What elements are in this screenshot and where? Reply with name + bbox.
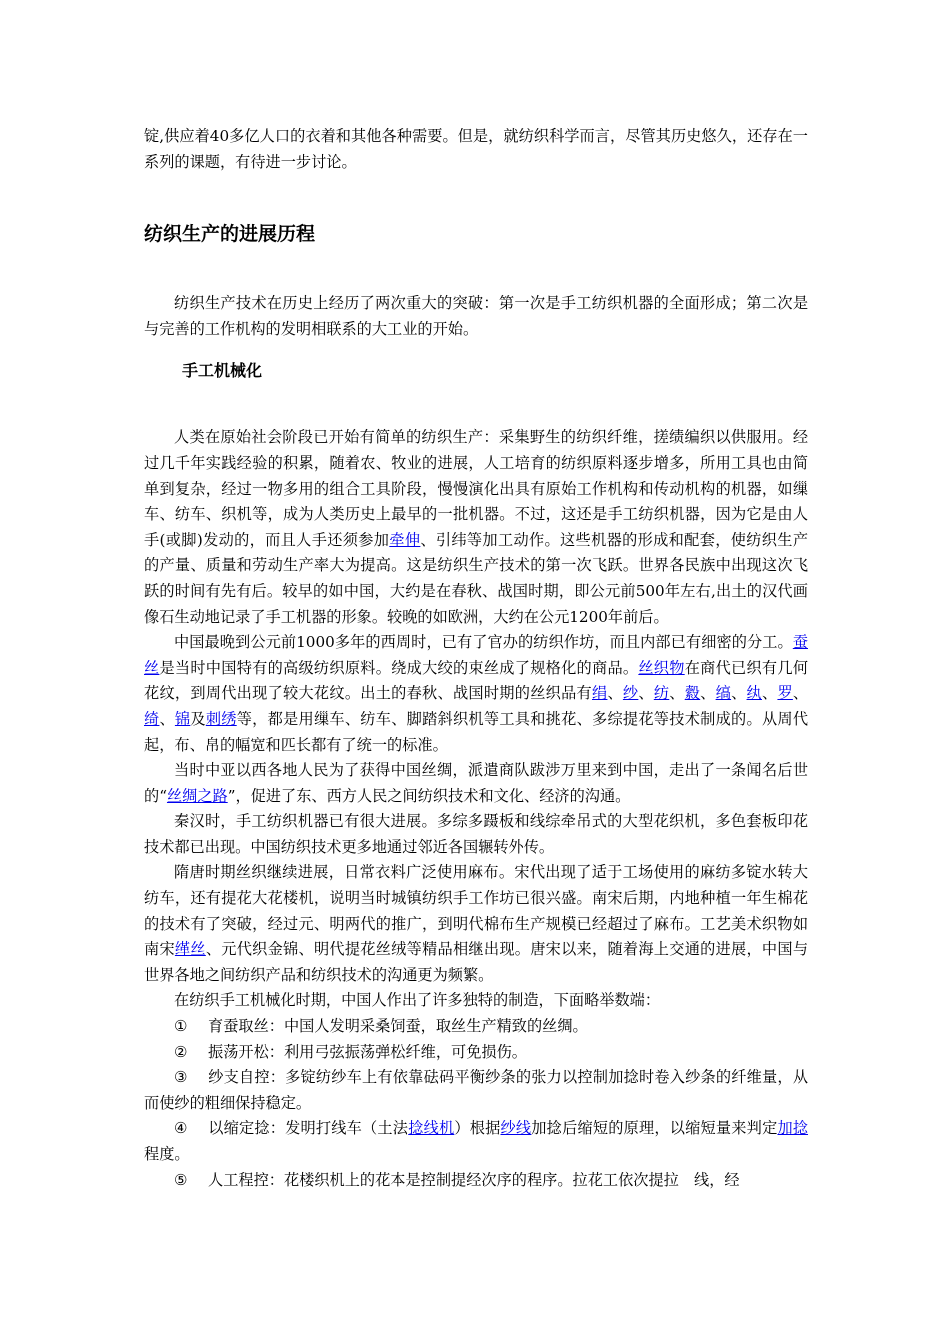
- separator: 、: [638, 684, 654, 703]
- text-run: 是当时中国特有的高级纺织原料。绕成大绞的束丝成了规格化的商品。: [159, 658, 639, 677]
- link-luo[interactable]: 罗: [777, 684, 793, 703]
- link-hu[interactable]: 縠: [684, 684, 701, 703]
- list-text: 加捻后缩短的原理，以缩短量来判定: [531, 1119, 778, 1138]
- text-run: 、元代织金锦、明代提花丝绒等精品相继出现。唐宋以来，随着海上交通的进展，中国与世界各地之间纺织产品和纺织技术的沟通更为频繁。: [144, 940, 809, 984]
- separator: 、: [159, 709, 175, 728]
- text-run: 人类在原始社会阶段已开始有简单的纺织生产：采集野生的纺织纤维，搓绩编织以供服用。经过几千年实践经验的积累，随着农、牧业的进展，人工培育的纺织原料逐步增多，所用工具也由简单到复杂，经过一物多用的组合工具阶段，慢慢演化出具有原始工作机构和传动机构的机器，如缫车、纺车、织机等，成为人类历史上最早的一批机器。不过，这还是手工纺织机器，因为它是由人手(或脚)发动的，而且人手还须参加: [144, 428, 808, 549]
- section-title: 纺织生产的进展历程: [144, 223, 316, 246]
- text-run: 在商代已织有几何花纹，到周代出现了较大花纹。出土的春秋、战国时期的丝织品有: [144, 658, 809, 703]
- list-item-4: [144, 1116, 808, 1167]
- text-run: ”，促进了东、西方人民之间纺织技术和文化、经济的沟通。: [227, 786, 631, 805]
- link-yarn[interactable]: 纱线: [500, 1119, 532, 1138]
- text-run: 、引纬等加工动作。这些机器的形成和配套，使纺织生产的产量、质量和劳动生产率大为提高。这是纺织生产技术的第一次飞跃。世界各民族中出现这次飞跃的时间有先有后。较早的如中国，大约是在春秋、战国时期，即公元前500年左右,出土的汉代画像石生动地记录了手工机器的形象。较晚的如欧洲，大约在公元1200年前后。: [144, 530, 809, 626]
- history-paragraph-6: 在纺织手工机械化时期，中国人作出了许多独特的制造，下面略举数端：: [174, 991, 660, 1010]
- link-jin[interactable]: 锦: [174, 709, 191, 728]
- link-kesi[interactable]: 缂丝: [174, 940, 206, 959]
- link-twisting[interactable]: 加捻: [777, 1119, 809, 1138]
- document-page: [144, 124, 808, 1193]
- link-qi[interactable]: 绮: [144, 709, 160, 728]
- list-text: 纱支自控：多锭纺纱车上有依靠砝码平衡纱条的张力以控制加捻时卷入纱条的纤维量，从而使纱的粗细保持稳定。: [144, 1068, 808, 1112]
- link-juan[interactable]: 绢: [592, 684, 608, 703]
- separator: 、: [607, 684, 623, 703]
- list-number: ④: [174, 1119, 188, 1138]
- list-text: 以缩定捻：发明打线车（土法: [208, 1119, 409, 1138]
- separator: 、: [700, 684, 716, 703]
- history-paragraph-5: [144, 860, 808, 988]
- link-wan[interactable]: 纨: [746, 684, 762, 703]
- history-paragraph-4: 秦汉时，手工纺织机器已有很大进展。多综多蹑板和线综牵吊式的大型花织机，多色套板印花技术都已出现。中国纺织技术更多地通过邻近各国辗转外传。: [144, 812, 808, 856]
- link-qianshen[interactable]: 牵伸: [389, 530, 421, 549]
- list-number: ⑤: [174, 1170, 188, 1189]
- separator: 、: [792, 684, 809, 703]
- link-fang[interactable]: 纺: [653, 684, 670, 703]
- text-run: 中国最晚到公元前1000多年的西周时，已有了官办的纺织作坊，而且内部已有细密的分工。: [174, 633, 793, 652]
- list-text: 育蚕取丝：中国人发明采桑饲蚕，取丝生产精致的丝绸。: [208, 1017, 588, 1036]
- link-silk-fabric[interactable]: 丝织物: [638, 658, 685, 677]
- list-text: 人工程控：花楼织机上的花本是控制提经次序的程序。拉花工依次提拉 线，经: [208, 1170, 740, 1189]
- text-run: 隋唐时期丝织继续进展，日常衣料广泛使用麻布。宋代出现了适于工场使用的麻纺多锭水转大纺车，还有提花大花楼机，说明当时城镇纺织手工作坊已很兴盛。南宋后期，内地种植一年生棉花的技术有了突破，经过元、明两代的推广，到明代棉布生产规模已经超过了麻布。工艺美术织物如南宋: [144, 863, 808, 959]
- list-text: ）根据: [454, 1119, 501, 1138]
- list-item-5: [144, 1168, 808, 1194]
- list-text: 程度。: [144, 1145, 190, 1163]
- link-silk-road[interactable]: 丝绸之路: [166, 786, 228, 805]
- section-intro-paragraph: 纺织生产技术在历史上经历了两次重大的突破：第一次是手工纺织机器的全面形成；第二次是与完善的工作机构的发明相联系的大工业的开始。: [144, 294, 808, 338]
- history-paragraph-3: [144, 758, 808, 809]
- list-number: ③: [174, 1068, 188, 1087]
- text-run: 等，都是用缫车、纺车、脚踏斜织机等工具和挑花、多综提花等技术制成的。从周代起，布、帛的幅宽和匹长都有了统一的标准。: [144, 709, 809, 754]
- separator: 、: [731, 684, 747, 703]
- list-text: 振荡开松：利用弓弦振荡弹松纤维，可免损伤。: [208, 1042, 527, 1061]
- list-number: ①: [174, 1017, 188, 1036]
- separator: 、: [761, 684, 778, 703]
- link-sha[interactable]: 纱: [622, 684, 639, 703]
- separator: 、: [669, 684, 685, 703]
- subsection-title: 手工机械化: [182, 361, 263, 381]
- text-run: 当时中亚以西各地人民为了获得中国丝绸，派遣商队跋涉万里来到中国，走出了一条闻名后世的“: [144, 761, 808, 805]
- link-embroidery[interactable]: 刺绣: [205, 709, 237, 728]
- list-item-2: [144, 1040, 808, 1066]
- conjunction: 及: [190, 709, 206, 728]
- history-paragraph-1: [144, 425, 808, 630]
- list-number: ②: [174, 1042, 188, 1061]
- link-twisting-machine[interactable]: 捻线机: [408, 1119, 455, 1138]
- link-silk[interactable]: 蚕丝: [144, 633, 808, 677]
- history-paragraph-2: [144, 630, 808, 758]
- intro-tail-paragraph: 锭,供应着40多亿人口的衣着和其他各种需要。但是，就纺织科学而言，尽管其历史悠久，还存在一系列的课题，有待进一步讨论。: [144, 127, 808, 171]
- link-gao[interactable]: 缟: [715, 684, 732, 703]
- list-item-3: [144, 1065, 808, 1116]
- list-item-1: [144, 1014, 808, 1040]
